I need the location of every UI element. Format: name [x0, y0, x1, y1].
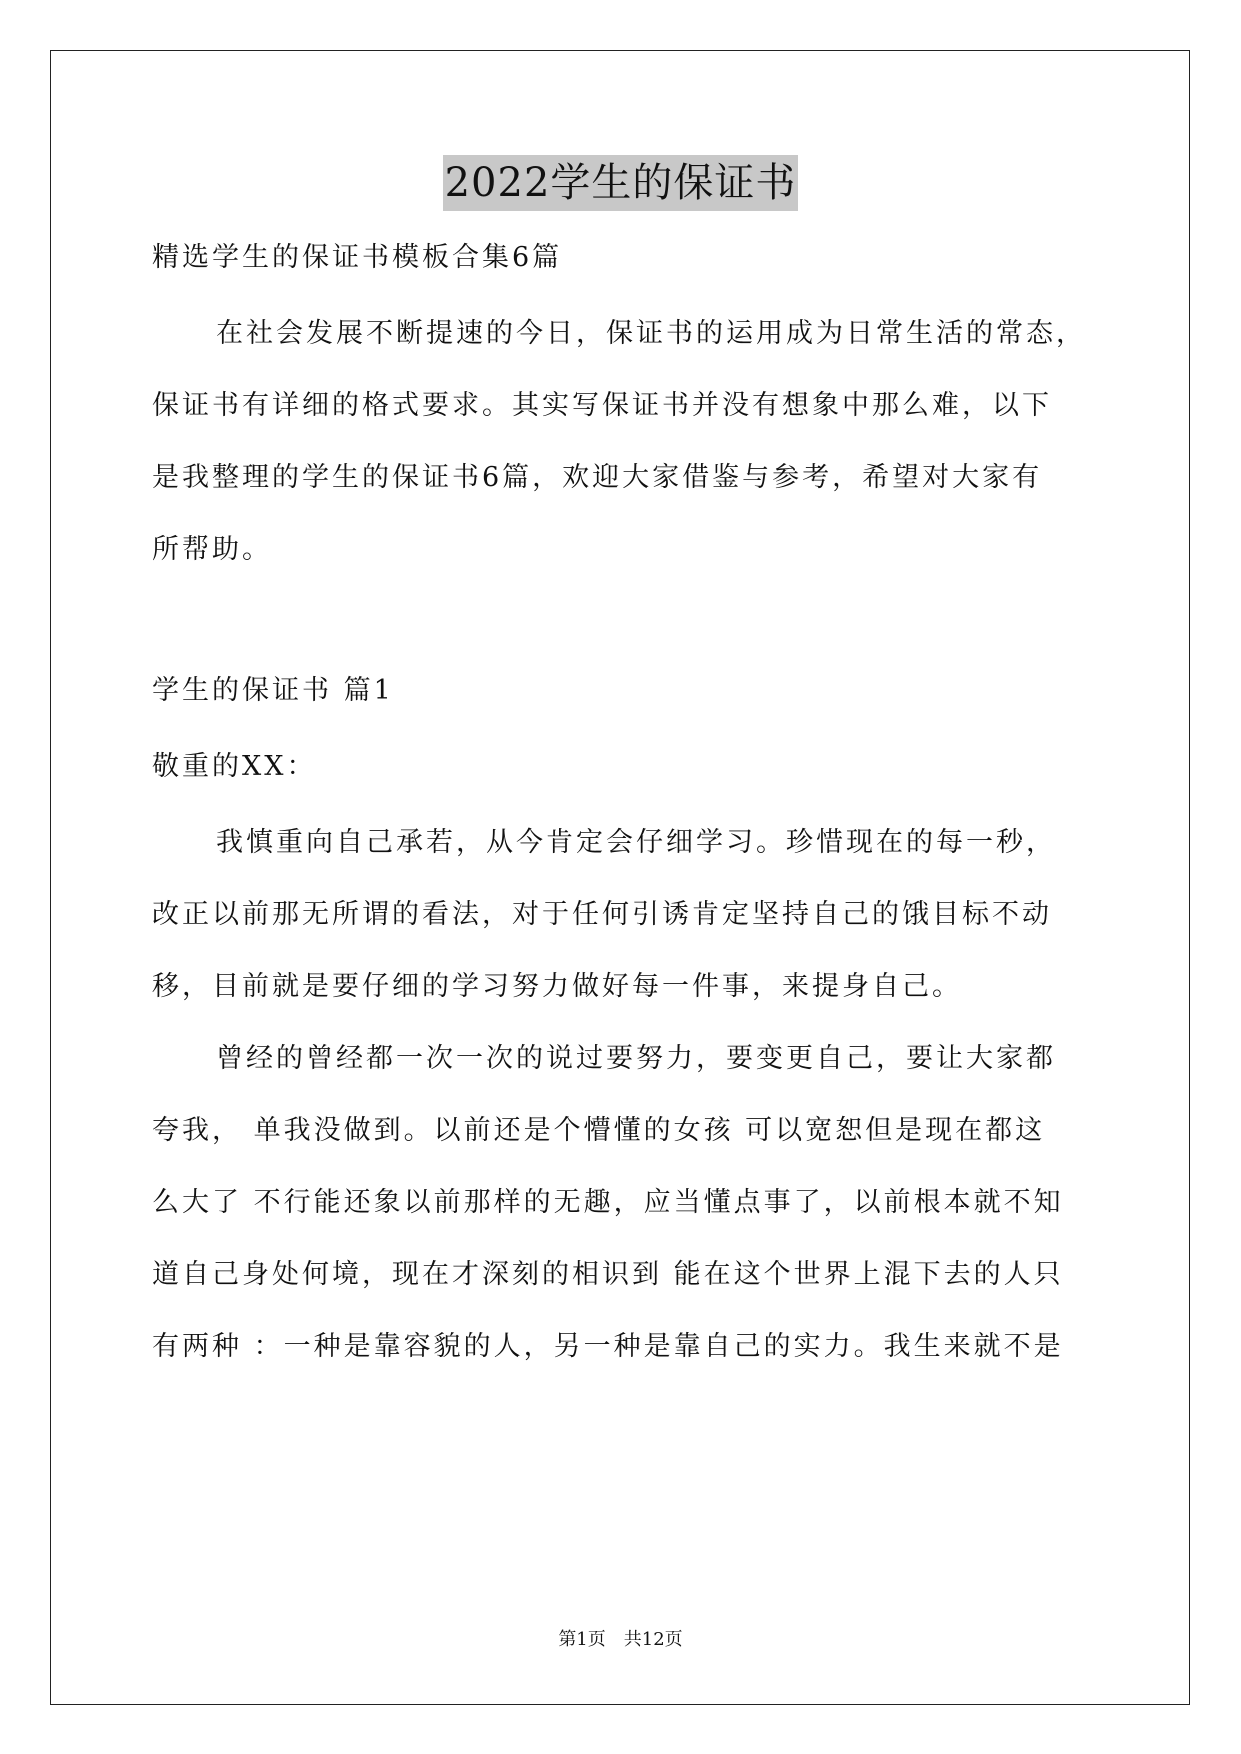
subtitle: 精选学生的保证书模板合集6篇 — [152, 242, 563, 273]
intro-line: 在社会发展不断提速的今日，保证书的运用成为日常生活的常态， — [216, 318, 1086, 349]
intro-line: 所帮助。 — [152, 534, 272, 565]
title-wrap — [0, 155, 1241, 211]
page-footer: 第1页 共12页 — [558, 1629, 683, 1650]
paragraph1-line: 改正以前那无所谓的看法，对于任何引诱肯定坚持自己的饿目标不动 — [152, 899, 1052, 930]
document-title: 2022学生的保证书 — [443, 155, 799, 211]
paragraph2-line: 夸我， 单我没做到。以前还是个懵懂的女孩 可以宽恕但是现在都这 — [152, 1115, 1046, 1146]
paragraph1-line: 移，目前就是要仔细的学习努力做好每一件事，来提身自己。 — [152, 971, 962, 1002]
paragraph2-line: 道自己身处何境，现在才深刻的相识到 能在这个世界上混下去的人只 — [152, 1259, 1064, 1290]
paragraph1-line: 我慎重向自己承若，从今肯定会仔细学习。珍惜现在的每一秒， — [216, 827, 1056, 858]
intro-line: 是我整理的学生的保证书6篇，欢迎大家借鉴与参考，希望对大家有 — [152, 462, 1043, 493]
paragraph2-line: 有两种 ：一种是靠容貌的人，另一种是靠自己的实力。我生来就不是 — [152, 1331, 1064, 1362]
intro-line: 保证书有详细的格式要求。其实写保证书并没有想象中那么难，以下 — [152, 390, 1052, 421]
salutation: 敬重的XX： — [152, 751, 317, 782]
paragraph2-line: 么大了 不行能还象以前那样的无趣，应当懂点事了，以前根本就不知 — [152, 1187, 1064, 1218]
paragraph2-line: 曾经的曾经都一次一次的说过要努力，要变更自己，要让大家都 — [216, 1043, 1056, 1074]
page-border — [50, 50, 1190, 1705]
section-heading: 学生的保证书 篇1 — [152, 675, 394, 706]
